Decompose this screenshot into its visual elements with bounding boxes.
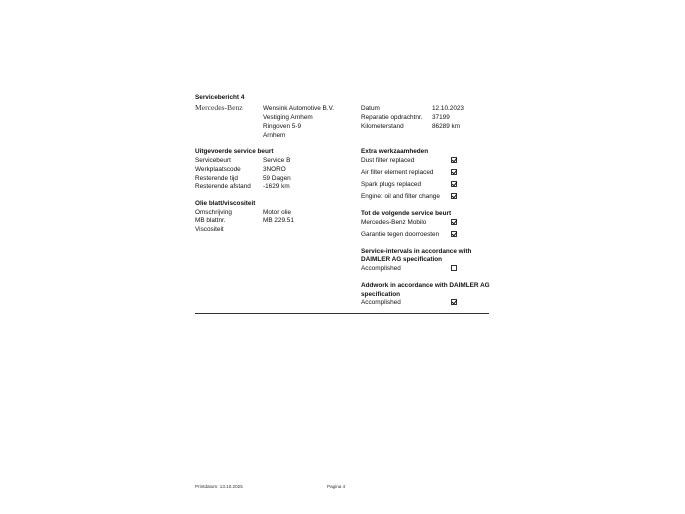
remaining-distance-label: Resterende afstand (195, 183, 251, 190)
service-section-title: Uitgevoerde service beurt (195, 148, 274, 155)
addwork-item-label: Accomplished (361, 299, 401, 306)
extra-item-checkbox[interactable] (451, 157, 457, 163)
brand-logo-text: Mercedes-Benz (195, 103, 243, 112)
extra-item-label: Engine: oil and filter change (361, 193, 440, 200)
addwork-section-title-line2: specification (361, 291, 401, 298)
remaining-time-value: 59 Dagen (263, 175, 291, 182)
intervals-item-label: Accomplished (361, 265, 401, 272)
next-item-checkbox[interactable] (451, 219, 457, 225)
intervals-item-checkbox[interactable] (451, 265, 457, 271)
workshop-code-label: Werkplaatscode (195, 166, 241, 173)
report-title: Servicebericht 4 (195, 94, 245, 101)
meta-value-order: 37199 (432, 114, 450, 121)
workshop-code-value: 3NORO (263, 166, 286, 173)
meta-label-mileage: Kilometerstand (361, 123, 404, 130)
remaining-distance-value: -1629 km (263, 183, 290, 190)
oil-description-label: Omschrijving (195, 209, 232, 216)
oil-viscosity-label: Viscositeit (195, 226, 224, 233)
extra-item-label: Spark plugs replaced (361, 181, 422, 188)
dealer-name: Wensink Automotive B.V. (263, 105, 335, 112)
dealer-city: Arnhem (263, 132, 286, 139)
print-date: Printdatum: 13.10.2025 (195, 484, 243, 489)
extra-item-checkbox[interactable] (451, 193, 457, 199)
extra-item-checkbox[interactable] (451, 169, 457, 175)
meta-value-mileage: 86289 km (432, 123, 461, 130)
oil-section-title: Olie blatt/viscositeit (195, 200, 256, 207)
remaining-time-label: Resterende tijd (195, 175, 238, 182)
oil-description-value: Motor olie (263, 209, 292, 216)
next-item-label: Mercedes-Benz Mobilo (361, 219, 427, 226)
service-label: Servicebeurt (195, 157, 231, 164)
meta-label-date: Datum (361, 105, 380, 112)
extra-item-label: Air filter element replaced (361, 169, 434, 176)
addwork-section-title-line1: Addwork in accordance with DAIMLER AG (361, 282, 490, 289)
next-item-label: Garantie tegen doorroesten (361, 231, 440, 238)
dealer-branch: Vestiging Arnhem (263, 114, 313, 121)
oil-mb-number-label: MB blattnr. (195, 217, 226, 224)
meta-label-order: Reparatie opdrachtnr. (361, 114, 423, 121)
intervals-section-title-line2: DAIMLER AG specification (361, 256, 443, 263)
next-item-checkbox[interactable] (451, 231, 457, 237)
intervals-section-title-line1: Service-intervals in accordance with (361, 248, 472, 255)
service-value: Service B (263, 157, 291, 164)
extra-item-checkbox[interactable] (451, 181, 457, 187)
page-number: Pagina 4 (327, 484, 346, 489)
extra-item-label: Dust filter replaced (361, 157, 415, 164)
dealer-street: Ringoven 5-9 (263, 123, 302, 130)
oil-mb-number-value: MB 229.51 (263, 217, 294, 224)
next-section-title: Tot de volgende service beurt (361, 210, 452, 217)
addwork-item-checkbox[interactable] (451, 299, 457, 305)
meta-value-date: 12.10.2023 (432, 105, 464, 112)
extra-section-title: Extra werkzaamheden (361, 148, 429, 155)
section-divider (195, 313, 489, 314)
